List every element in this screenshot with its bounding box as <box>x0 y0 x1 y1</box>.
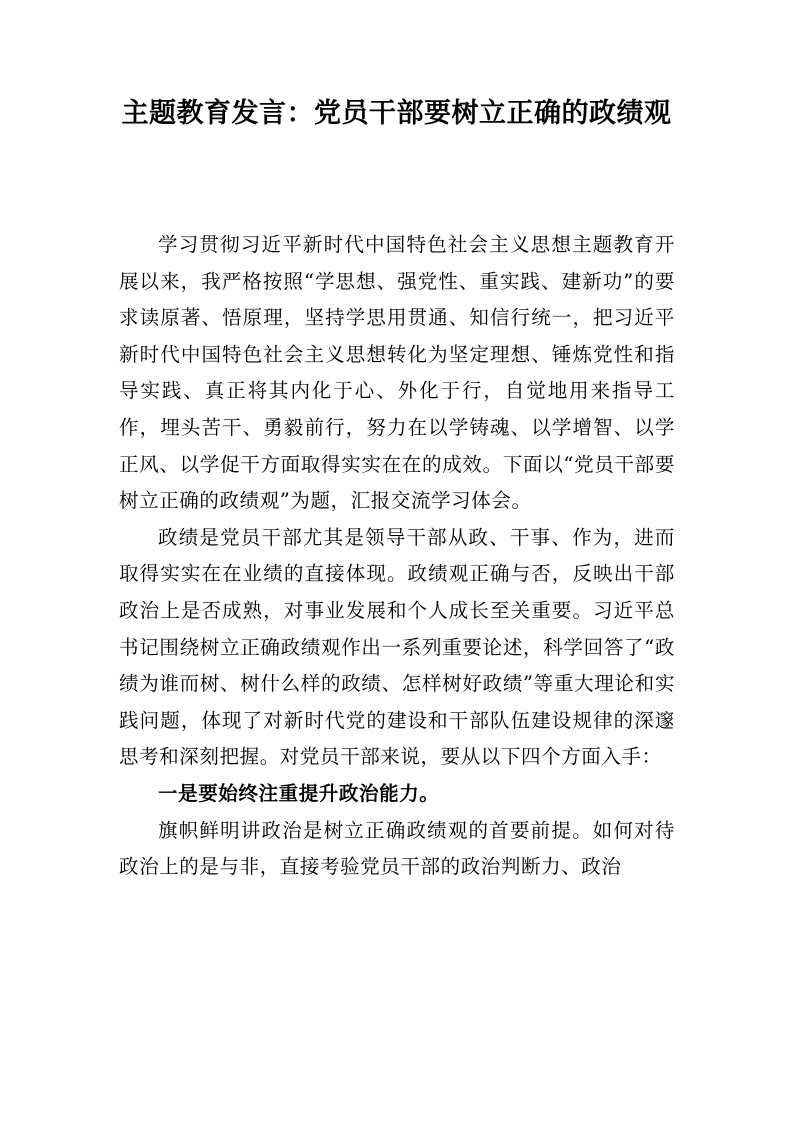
section-paragraph: 旗帜鲜明讲政治是树立正确政绩观的首要前提。如何对待政治上的是与非，直接考验党员干部的政治判断力、政治 <box>119 818 675 879</box>
document-body <box>119 227 675 886</box>
intro-paragraph: 学习贯彻习近平新时代中国特色社会主义思想主题教育开展以来，我严格按照“学思想、强党性、重实践、建新功”的要求读原著、悟原理，坚持学思用贯通、知信行统一，把习近平新时代中国特色社会主义思想转化为坚定理想、锤炼党性和指导实践、真正将其内化于心、外化于行，自觉地用来指导工作，埋头苦干、勇毅前行，努力在以学铸魂、以学增智、以学正风、以学促干方面取得实实在在的成效。下面以“党员干部要树立正确的政绩观”为题，汇报交流学习体会。 <box>119 233 675 513</box>
political-achievement-paragraph: 政绩是党员干部尤其是领导干部从政、干事、作为，进而取得实实在在业绩的直接体现。政绩观正确与否，反映出干部政治上是否成熟，对事业发展和个人成长至关重要。习近平总书记围绕树立正确政绩观作出一系列重要论述，科学回答了“政绩为谁而树、树什么样的政绩、怎样树好政绩”等重大理论和实践问题，体现了对新时代党的建设和干部队伍建设规律的深邃思考和深刻把握。对党员干部来说，要从以下四个方面入手： <box>119 525 675 769</box>
section-heading: 一是要始终注重提升政治能力。 <box>158 781 440 805</box>
document-title: 主题教育发言：党员干部要树立正确的政绩观 <box>121 98 672 129</box>
